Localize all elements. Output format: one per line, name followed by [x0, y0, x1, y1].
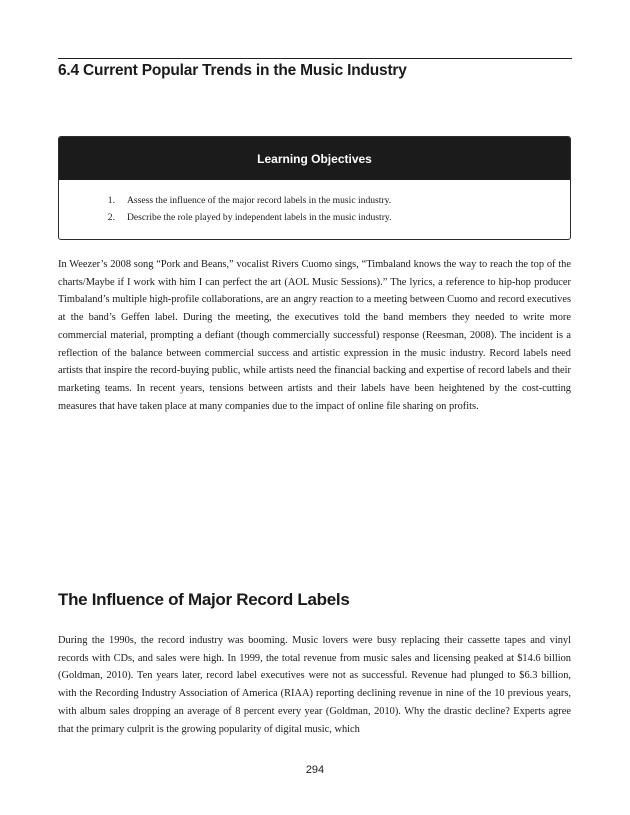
learning-objectives-box	[58, 136, 571, 240]
list-item-text: Assess the influence of the major record labels in the music industry.	[127, 195, 392, 206]
intro-paragraph: In Weezer’s 2008 song “Pork and Beans,” vocalist Rivers Cuomo sings, “Timbaland knows the way to reach the top of the charts/Maybe if I work with him I can perfect the art (AOL Music Sessions).” The lyrics, a reference to hip-hop producer Timbaland’s multiple high-profile collaborations, are an angry reaction to a meeting between Cuomo and record executives at the band’s Geffen label. During the meeting, the executives told the band members they needed to write more commercial material, prompting a defiant (though commercially successful) response (Reesman, 2008). The incident is a reflection of the balance between commercial success and artistic expression in the music industry. Record labels need artists that inspire the record-buying public, while artists need the financial backing and expertise of record labels and their marketing teams. In recent years, tensions between artists and their labels have been heightened by the cost-cutting measures that have taken place at many companies due to the impact of online file sharing on profits.	[58, 259, 571, 412]
top-rule	[58, 58, 572, 59]
section-title: 6.4 Current Popular Trends in the Music Industry	[58, 62, 407, 79]
body-paragraph: During the 1990s, the record industry was booming. Music lovers were busy replacing their cassette tapes and vinyl records with CDs, and sales were high. In 1999, the total revenue from music sales and licensing peaked at $14.6 billion (Goldman, 2010). Ten years later, record label executives were not as successful. Revenue had plunged to $6.3 billion, with the Recording Industry Association of America (RIAA) reporting declining revenue in nine of the 10 previous years, with album sales dropping an average of 8 percent every year (Goldman, 2010). Why the drastic decline? Experts agree that the primary culprit is the growing popularity of digital music, which	[58, 635, 571, 735]
list-item-text: Describe the role played by independent labels in the music industry.	[127, 212, 392, 223]
page-number: 294	[305, 764, 325, 776]
subsection-title: The Influence of Major Record Labels	[58, 590, 350, 609]
learning-objectives-list	[59, 180, 570, 226]
list-item-number: 1.	[107, 195, 115, 206]
list-item	[59, 192, 570, 209]
learning-objectives-heading: Learning Objectives	[59, 137, 570, 180]
list-item-number: 2.	[107, 212, 115, 223]
list-item	[59, 209, 570, 226]
